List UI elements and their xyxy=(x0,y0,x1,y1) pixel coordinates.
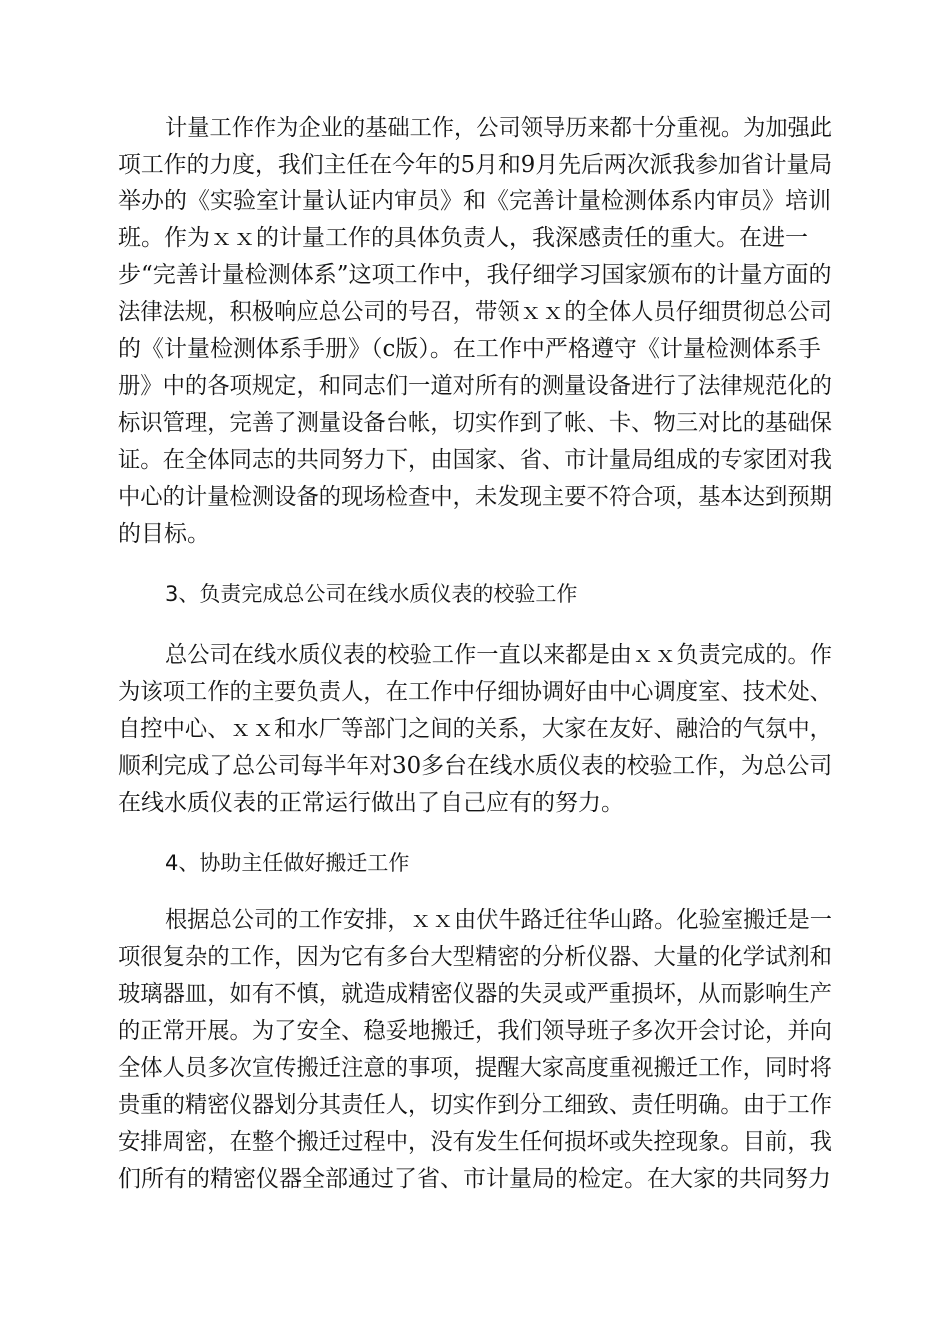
paragraph-line: 举办的《实验室计量认证内审员》和《完善计量检测体系内审员》培训 xyxy=(118,188,831,214)
paragraph-line: 班。作为ｘｘ的计量工作的具体负责人，我深感责任的重大。在进一 xyxy=(118,225,808,251)
paragraph-line: 项很复杂的工作，因为它有多台大型精密的分析仪器、大量的化学试剂和 xyxy=(118,944,832,970)
paragraph-line: 的《计量检测体系手册》（c版）。在工作中严格遵守《计量检测体系手 xyxy=(118,336,821,362)
paragraph-line: 总公司在线水质仪表的校验工作一直以来都是由ｘｘ负责完成的。作 xyxy=(165,642,833,668)
paragraph-line: 根据总公司的工作安排，ｘｘ由伏牛路迁往华山路。化验室搬迁是一 xyxy=(165,907,833,933)
paragraph-line: 步“完善计量检测体系”这项工作中，我仔细学习国家颁布的计量方面的 xyxy=(118,262,832,288)
paragraph-line: 为该项工作的主要负责人，在工作中仔细协调好由中心调度室、技术处、 xyxy=(118,679,832,705)
paragraph-line: 们所有的精密仪器全部通过了省、市计量局的检定。在大家的共同努力 xyxy=(118,1166,831,1192)
paragraph-line: 玻璃器皿，如有不慎，就造成精密仪器的失灵或严重损坏，从而影响生产 xyxy=(118,981,832,1007)
paragraph-line: 在线水质仪表的正常运行做出了自己应有的努力。 xyxy=(118,790,624,816)
paragraph-line: 证。在全体同志的共同努力下，由国家、省、市计量局组成的专家团对我 xyxy=(118,447,832,473)
paragraph-line: 顺利完成了总公司每半年对30多台在线水质仪表的校验工作，为总公司 xyxy=(118,753,833,779)
paragraph-line: 项工作的力度，我们主任在今年的5月和9月先后两次派我参加省计量局 xyxy=(118,152,833,178)
paragraph-line: 法律法规，积极响应总公司的号召，带领ｘｘ的全体人员仔细贯彻总公司 xyxy=(118,299,832,325)
paragraph-line: 安排周密，在整个搬迁过程中，没有发生任何损坏或失控现象。目前，我 xyxy=(118,1129,832,1155)
paragraph-line: 全体人员多次宣传搬迁注意的事项，提醒大家高度重视搬迁工作，同时将 xyxy=(118,1055,832,1081)
paragraph-line: 的正常开展。为了安全、稳妥地搬迁，我们领导班子多次开会讨论，并向 xyxy=(118,1018,832,1044)
paragraph-line: 册》中的各项规定，和同志们一道对所有的测量设备进行了法律规范化的 xyxy=(118,373,832,399)
paragraph-line: 中心的计量检测设备的现场检查中，未发现主要不符合项，基本达到预期 xyxy=(118,484,832,510)
section-heading: 4、协助主任做好搬迁工作 xyxy=(165,851,410,875)
paragraph-line: 标识管理，完善了测量设备台帐，切实作到了帐、卡、物三对比的基础保 xyxy=(118,410,832,436)
paragraph-line: 计量工作作为企业的基础工作，公司领导历来都十分重视。为加强此 xyxy=(165,115,833,141)
paragraph-line: 的目标。 xyxy=(118,521,210,547)
section-heading: 3、负责完成总公司在线水质仪表的校验工作 xyxy=(165,582,578,606)
paragraph-line: 贵重的精密仪器划分其责任人，切实作到分工细致、责任明确。由于工作 xyxy=(118,1092,832,1118)
paragraph-line: 自控中心、ｘｘ和水厂等部门之间的关系，大家在友好、融洽的气氛中， xyxy=(118,716,832,742)
